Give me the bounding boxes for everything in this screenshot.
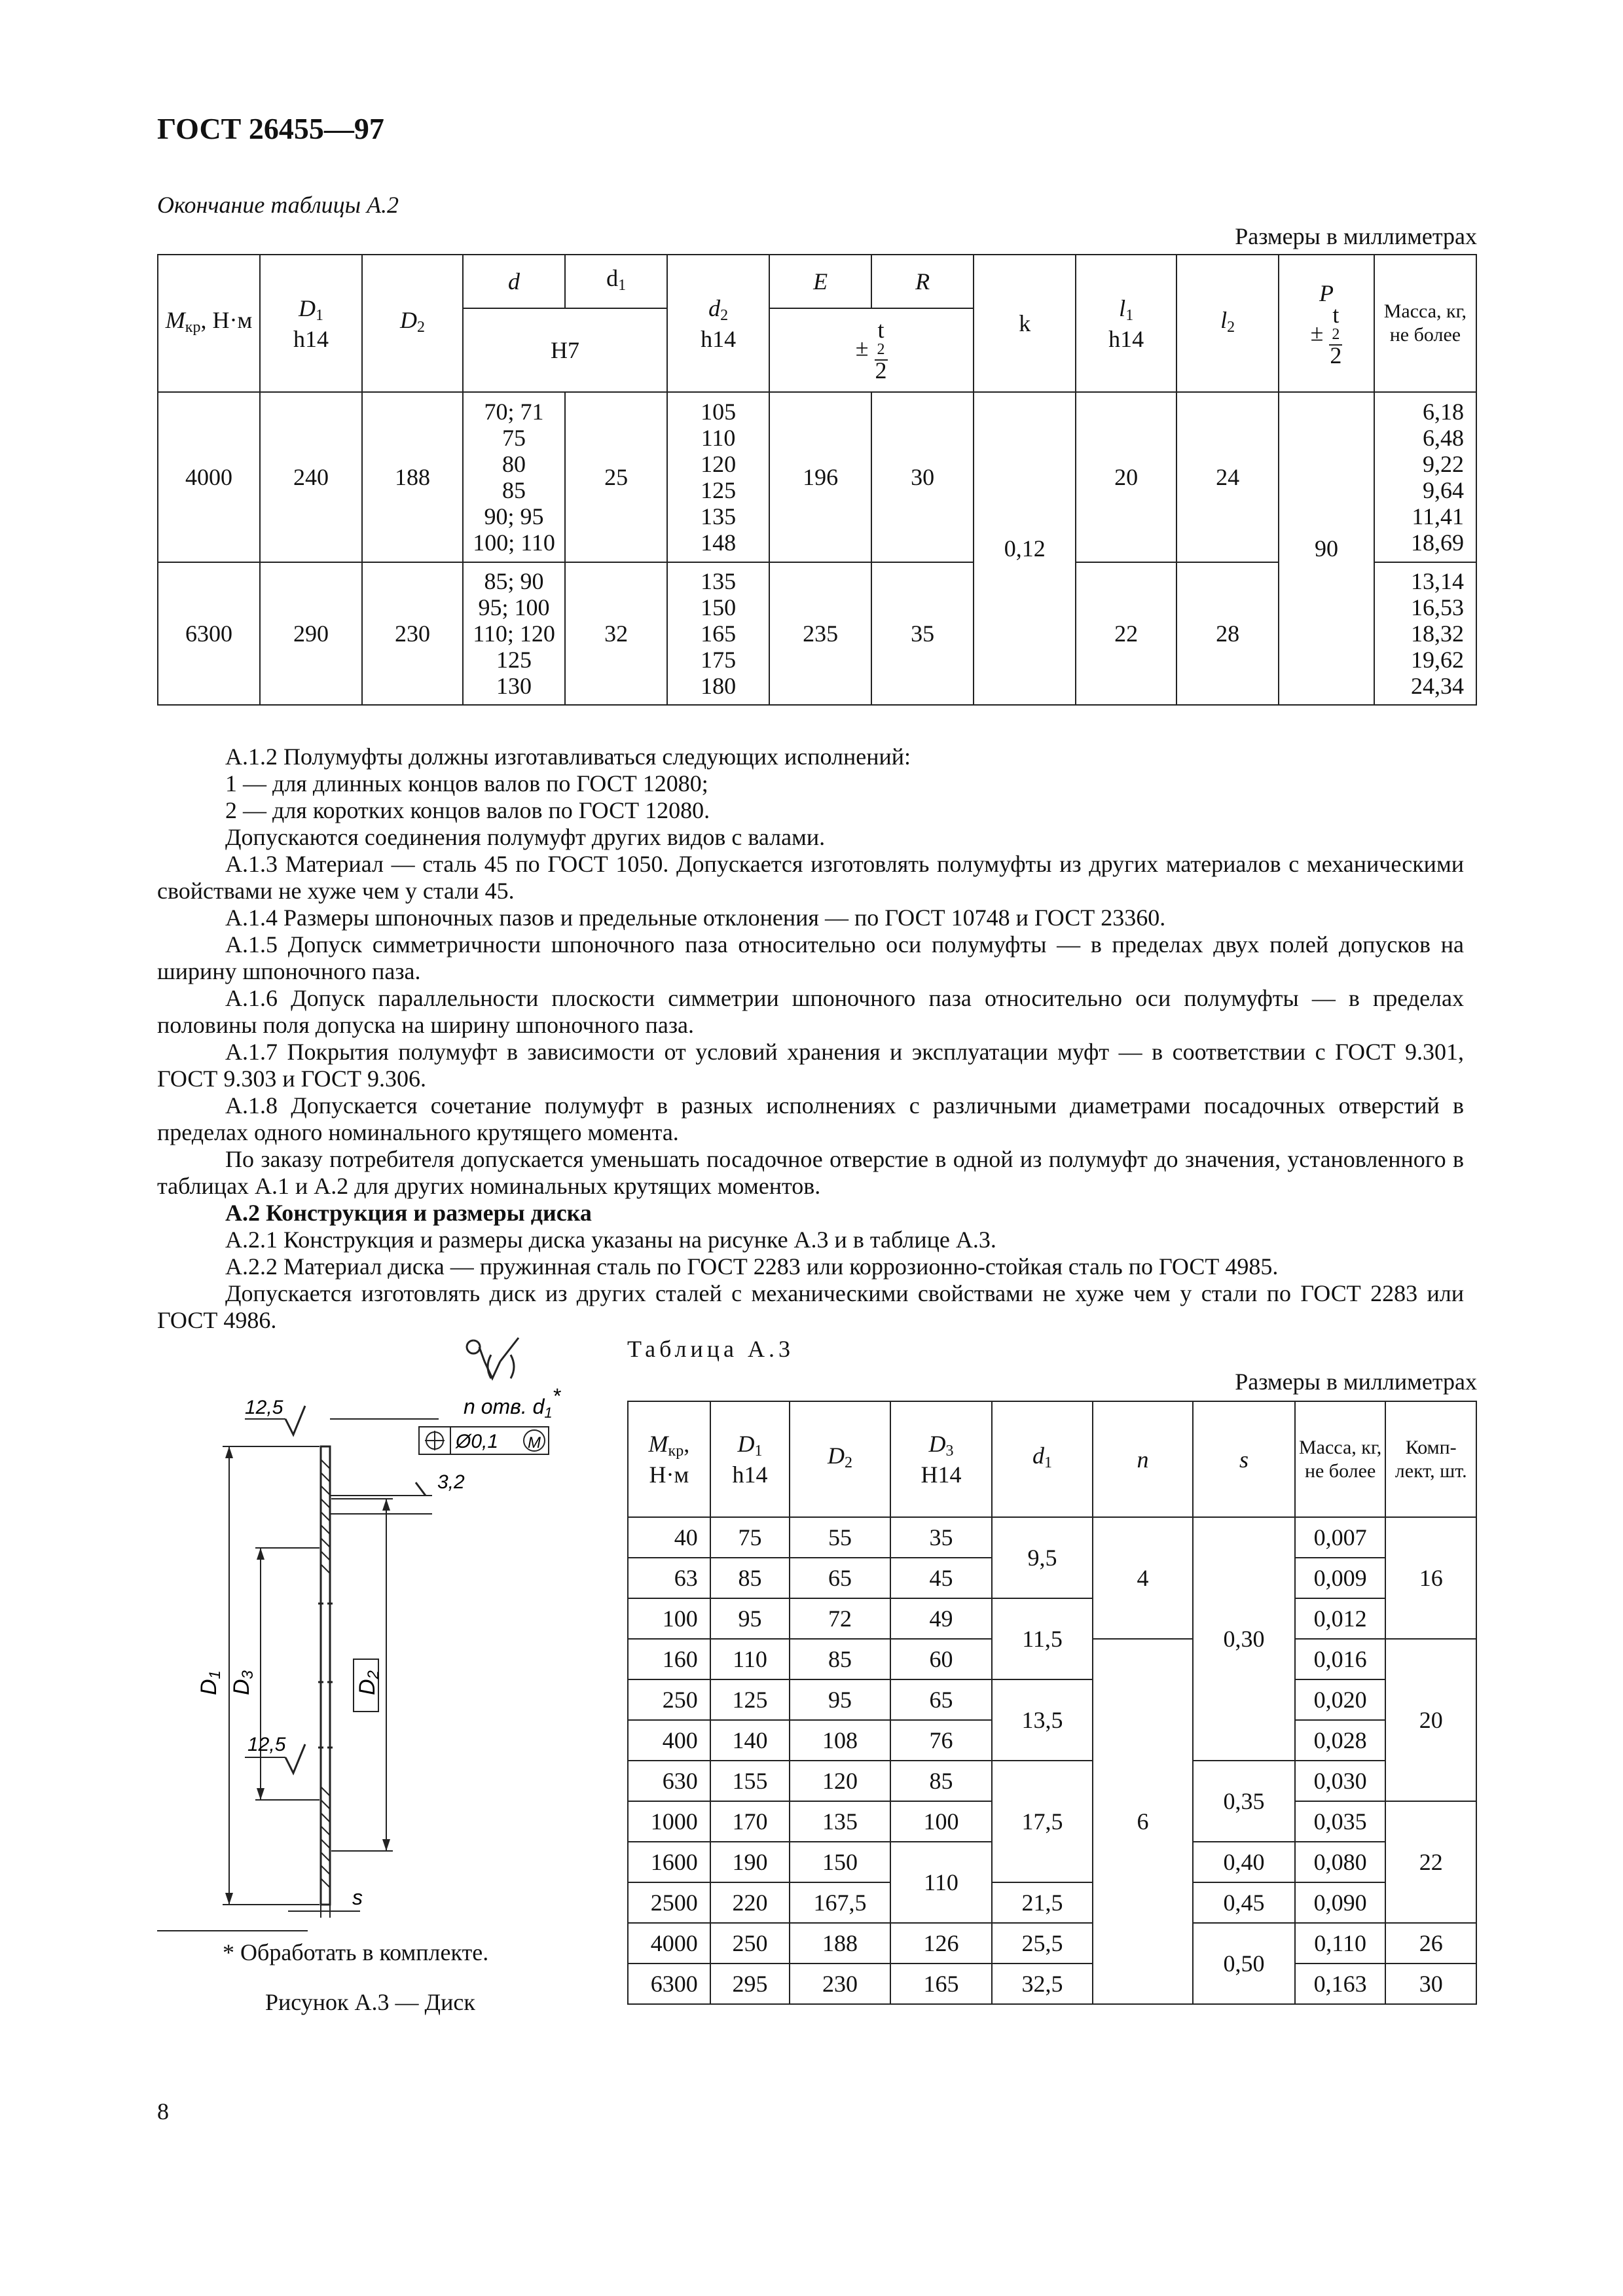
col-D1: $D_1$ h14 xyxy=(260,255,362,392)
table-row: 6300 290 230 85; 90 95; 100 110; 120 125 130 32 135 150 165 175 180 235 35 22 28 13,14 16,53 18,32 19,62 24,34 xyxy=(158,562,1476,705)
roughness-mark xyxy=(484,1361,500,1378)
table-a2-units: Размеры в миллиметрах xyxy=(1235,223,1477,249)
table-a2-caption: Окончание таблицы А.2 xyxy=(157,192,399,218)
paragraph: А.1.5 Допуск симметричности шпоночного паза относительно оси полумуфты — в пределах двух полей допусков на ширину шпоночного паза. xyxy=(157,931,1464,984)
paragraph: А.1.2 Полумуфты должны изготавливаться следующих исполнений: xyxy=(225,744,911,770)
section-title: А.2 Конструкция и размеры диска xyxy=(225,1200,592,1226)
col-mkr: $М_{кр}$, Н·м xyxy=(628,1401,710,1517)
col-d1: $d_1$ xyxy=(992,1401,1092,1517)
paragraph: А.1.7 Покрытия полумуфт в зависимости от условий хранения и эксплуатации муфт — в соответствии с ГОСТ 9.301, ГОСТ 9.303 и ГОСТ 9.306. xyxy=(157,1039,1464,1092)
col-l1: $l_1$ h14 xyxy=(1076,255,1176,392)
col-P: P ± t 2 2 xyxy=(1279,255,1374,392)
table-a2 xyxy=(157,254,1477,706)
table-row: 1000 170 135 100 0,035 22 xyxy=(628,1801,1476,1842)
table-row: 4000 250 188 126 25,5 0,50 0,110 26 xyxy=(628,1923,1476,1964)
table-a3 xyxy=(627,1401,1477,2005)
roughness-label-1: 12,5 xyxy=(245,1397,283,1418)
table-row: 400 140 108 76 0,028 xyxy=(628,1720,1476,1761)
col-D1: $D_1$ h14 xyxy=(710,1401,790,1517)
roughness-label-3: 12,5 xyxy=(247,1734,286,1755)
k-value: 0,12 xyxy=(974,392,1076,705)
table-row: 4000 240 188 70; 71 75 80 85 90; 95 100; 110 25 105 110 120 125 135 148 196 30 0,12 20 24 90 6,18 6,48 9,22 9,64 11,41 18,69 xyxy=(158,392,1476,562)
dim-s: s xyxy=(352,1886,363,1909)
dim-D3: D3 xyxy=(229,1670,257,1695)
paragraph: А.1.3 Материал — сталь 45 по ГОСТ 1050. Допускается изготовлять полумуфты из других материалов с механическими свойствами не хуже чем у стали 45. xyxy=(157,851,1464,904)
col-k: k xyxy=(974,255,1076,392)
table-row: 250 125 95 65 13,5 0,020 xyxy=(628,1679,1476,1720)
figure-caption: Рисунок А.3 — Диск xyxy=(265,1989,475,2015)
holes-label: n отв. d1* xyxy=(464,1384,561,1421)
roughness-label-2: 3,2 xyxy=(437,1471,465,1493)
col-l2: $l_2$ xyxy=(1176,255,1279,392)
document-header: ГОСТ 26455—97 xyxy=(157,112,384,145)
col-D3: $D_3$ H14 xyxy=(890,1401,993,1517)
col-D2: $D_2$ xyxy=(362,255,463,392)
paragraph: Допускается изготовлять диск из других сталей с механическими свойствами не хуже чем у стали по ГОСТ 2283 или ГОСТ 4986. xyxy=(157,1280,1464,1333)
figure-disk xyxy=(157,1329,602,1918)
paragraph: А.2.1 Конструкция и размеры диска указаны на рисунке А.3 и в таблице А.3. xyxy=(225,1227,996,1253)
col-set: Комп-лект, шт. xyxy=(1385,1401,1476,1517)
body-text xyxy=(157,744,1464,1334)
col-mkr: $М_{кр}$, Н·м xyxy=(158,255,260,392)
paragraph: А.1.8 Допускается сочетание полумуфт в разных исполнениях с различными диаметрами посадочных отверстий в пределах одного номинального крутящего момента. xyxy=(157,1092,1464,1145)
dim-D2: D2 xyxy=(355,1670,382,1695)
page-number: 8 xyxy=(157,2098,169,2125)
col-E: E xyxy=(769,255,871,308)
table-row: 100 95 72 49 11,5 0,012 xyxy=(628,1598,1476,1639)
col-mass: Масса, кг, не более xyxy=(1295,1401,1386,1517)
table-row: 40 75 55 35 9,5 4 0,30 0,007 16 xyxy=(628,1517,1476,1558)
paragraph: А.1.6 Допуск параллельности плоскости симметрии шпоночного паза относительно оси полумуфты — в пределах половины поля допуска на ширину шпоночного паза. xyxy=(157,985,1464,1038)
col-h7: H7 xyxy=(463,308,667,392)
col-d1: $d_1$ xyxy=(565,255,667,308)
paragraph: По заказу потребителя допускается уменьшать посадочное отверстие в одной из полумуфт до значения, установленного в таблицах А.1 и А.2 для других номинальных крутящих моментов. xyxy=(157,1146,1464,1199)
table-row: 63 85 65 45 0,009 xyxy=(628,1558,1476,1598)
table-a3-caption: Таблица А.3 xyxy=(627,1336,794,1362)
table-row: 160 110 85 60 6 0,016 20 xyxy=(628,1639,1476,1679)
col-s: s xyxy=(1193,1401,1295,1517)
footnote-rule xyxy=(157,1930,308,1931)
table-row: 6300 295 230 165 32,5 0,163 30 xyxy=(628,1964,1476,2004)
figure-footnote: * Обработать в комплекте. xyxy=(223,1939,489,1965)
paragraph: А.1.4 Размеры шпоночных пазов и предельные отклонения — по ГОСТ 10748 и ГОСТ 23360. xyxy=(225,905,1166,931)
paragraph: Допускаются соединения полумуфт других видов с валами. xyxy=(225,824,826,850)
col-d: d xyxy=(463,255,565,308)
table-a3-units: Размеры в миллиметрах xyxy=(1235,1369,1477,1395)
dim-D1: D1 xyxy=(196,1670,224,1695)
col-R: R xyxy=(871,255,974,308)
material-condition-label: M xyxy=(528,1434,541,1452)
col-mass: Масса, кг, не более xyxy=(1374,255,1476,392)
table-row: 1600 190 150 110 0,40 0,080 xyxy=(628,1842,1476,1882)
col-pm-t2: ± t 2 2 xyxy=(769,308,974,392)
p-value: 90 xyxy=(1279,392,1374,705)
paragraph: А.2.2 Материал диска — пружинная сталь по ГОСТ 2283 или коррозионно-стойкая сталь по ГОСТ 4985. xyxy=(225,1253,1279,1280)
paragraph: 1 — для длинных концов валов по ГОСТ 12080; xyxy=(225,770,708,797)
col-d2: $d_2$ h14 xyxy=(667,255,769,392)
tolerance-label: Ø0,1 xyxy=(456,1431,499,1452)
table-row: 630 155 120 85 17,5 0,35 0,030 xyxy=(628,1761,1476,1801)
col-D2: $D_2$ xyxy=(790,1401,890,1517)
table-row: 2500 220 167,5 21,5 0,45 0,090 xyxy=(628,1882,1476,1923)
col-n: n xyxy=(1093,1401,1193,1517)
paragraph: 2 — для коротких концов валов по ГОСТ 12080. xyxy=(225,797,710,823)
